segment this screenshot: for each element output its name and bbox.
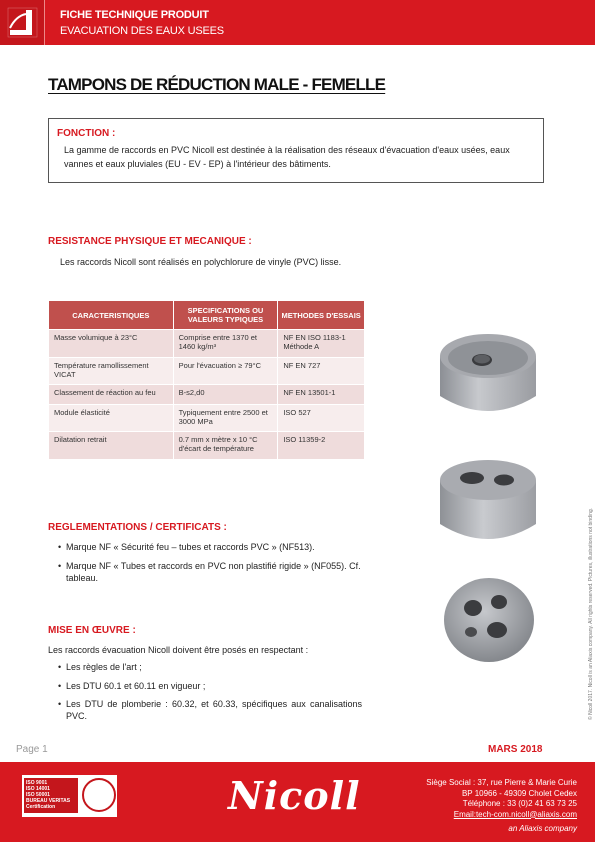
table-cell: NF EN ISO 1183-1 Méthode A [278,330,365,358]
table-row [49,405,365,432]
list-item-text: Les DTU 60.1 et 60.11 en vigueur ; [66,681,206,691]
fonction-box [48,118,544,183]
table-cell: Pour l'évacuation ≥ 79°C [173,358,278,385]
header-bar [0,0,595,45]
side-legal-note: © Nicoll 2017. Nicoll is an Aliaxis company. All rights reserved. Pictures, illustrations not binding. [588,507,594,720]
list-item: • Les DTU de plomberie : 60.32, et 60.33, spécifiques aux canalisations PVC. [58,699,362,721]
list-item: • Les DTU 60.1 et 60.11 en vigueur ; [58,681,206,691]
cert-line: ISO 50001 [26,792,50,798]
nicoll-logo-icon [0,0,45,45]
table-cell: Masse volumique à 23°C [49,330,174,358]
table-row [49,432,365,460]
table-header-methodes: METHODES D'ESSAIS [278,301,365,330]
cert-seal-icon [82,778,116,812]
table-cell: NF EN 13501-1 [278,385,365,405]
address-line: Siège Social : 37, rue Pierre & Marie Curie [426,778,577,787]
table-cell: NF EN 727 [278,358,365,385]
list-item: • Marque NF « Sécurité feu – tubes et raccords PVC » (NF513). [58,542,315,552]
table-cell: ISO 11359-2 [278,432,365,460]
cert-line: BUREAU VERITAS [26,798,71,804]
table-cell: Comprise entre 1370 et 1460 kg/m³ [173,330,278,358]
list-item-text: Marque NF « Tubes et raccords en PVC non plastifié rigide » (NF055). Cf. tableau. [66,561,361,583]
document-date: MARS 2018 [488,744,543,755]
table-cell: Typiquement entre 2500 et 3000 MPa [173,405,278,432]
page-number: Page 1 [16,744,48,755]
nicoll-brand-logo: Nicoll [228,773,361,818]
table-cell: B-s2,d0 [173,385,278,405]
cert-line: ISO 14001 [26,786,50,792]
address-line: Téléphone : 33 (0)2 41 63 73 25 [462,799,577,808]
table-cell: Module élasticité [49,405,174,432]
email-link[interactable]: Email:tech-com.nicoll@aliaxis.com [453,809,577,819]
table-cell: Classement de réaction au feu [49,385,174,405]
table-cell: Température ramollissement VICAT [49,358,174,385]
list-item-text: Marque NF « Sécurité feu – tubes et raccords PVC » (NF513). [66,542,315,552]
list-item-text: Les DTU de plomberie : 60.32, et 60.33, spécifiques aux canalisations PVC. [66,699,362,721]
table-header-caracteristiques: CARACTERISTIQUES [49,301,174,330]
footer-address [426,778,577,820]
table-header-specifications: SPECIFICATIONS OU VALEURS TYPIQUES [173,301,278,330]
header-doc-type: FICHE TECHNIQUE PRODUIT [60,9,209,21]
table-row [49,385,365,405]
mise-intro: Les raccords évacuation Nicoll doivent être posés en respectant : [48,645,309,655]
table-row [49,330,365,358]
product-image-3 [437,568,542,668]
list-item: • Marque NF « Tubes et raccords en PVC non plastifié rigide » (NF055). Cf. tableau. [58,561,361,583]
list-item: • Les règles de l'art ; [58,662,142,672]
table-row [49,358,365,385]
page-title: TAMPONS DE RÉDUCTION MALE - FEMELLE [48,75,386,94]
aliaxis-tagline: an Aliaxis company [508,824,577,833]
characteristics-table [48,300,365,460]
resistance-heading: RESISTANCE PHYSIQUE ET MECANIQUE : [48,236,252,247]
table-cell: ISO 527 [278,405,365,432]
address-line: BP 10966 - 49309 Cholet Cedex [461,788,577,798]
fonction-text: La gamme de raccords en PVC Nicoll est destinée à la réalisation des réseaux d'évacuation d'eaux usées, eaux vannes et eaux pluviales (EU - EV - EP) à l'intérieur des bâtiments. [64,145,510,169]
bureau-veritas-logo-icon [24,778,78,813]
list-item-text: Les règles de l'art ; [66,662,142,672]
fonction-label: FONCTION : [57,128,116,139]
table-cell: Dilatation retrait [49,432,174,460]
table-cell: 0.7 mm x mètre x 10 °C d'écart de température [173,432,278,460]
header-category: EVACUATION DES EAUX USEES [60,25,224,37]
cert-line: ISO 9001 [26,780,48,786]
cert-line: Certification [26,804,56,810]
resistance-text: Les raccords Nicoll sont réalisés en polychlorure de vinyle (PVC) lisse. [60,257,342,267]
certification-badge [22,775,117,817]
mise-heading: MISE EN ŒUVRE : [48,625,136,636]
product-image-2 [430,452,545,552]
product-image-1 [432,326,544,426]
reglementations-heading: REGLEMENTATIONS / CERTIFICATS : [48,522,227,533]
